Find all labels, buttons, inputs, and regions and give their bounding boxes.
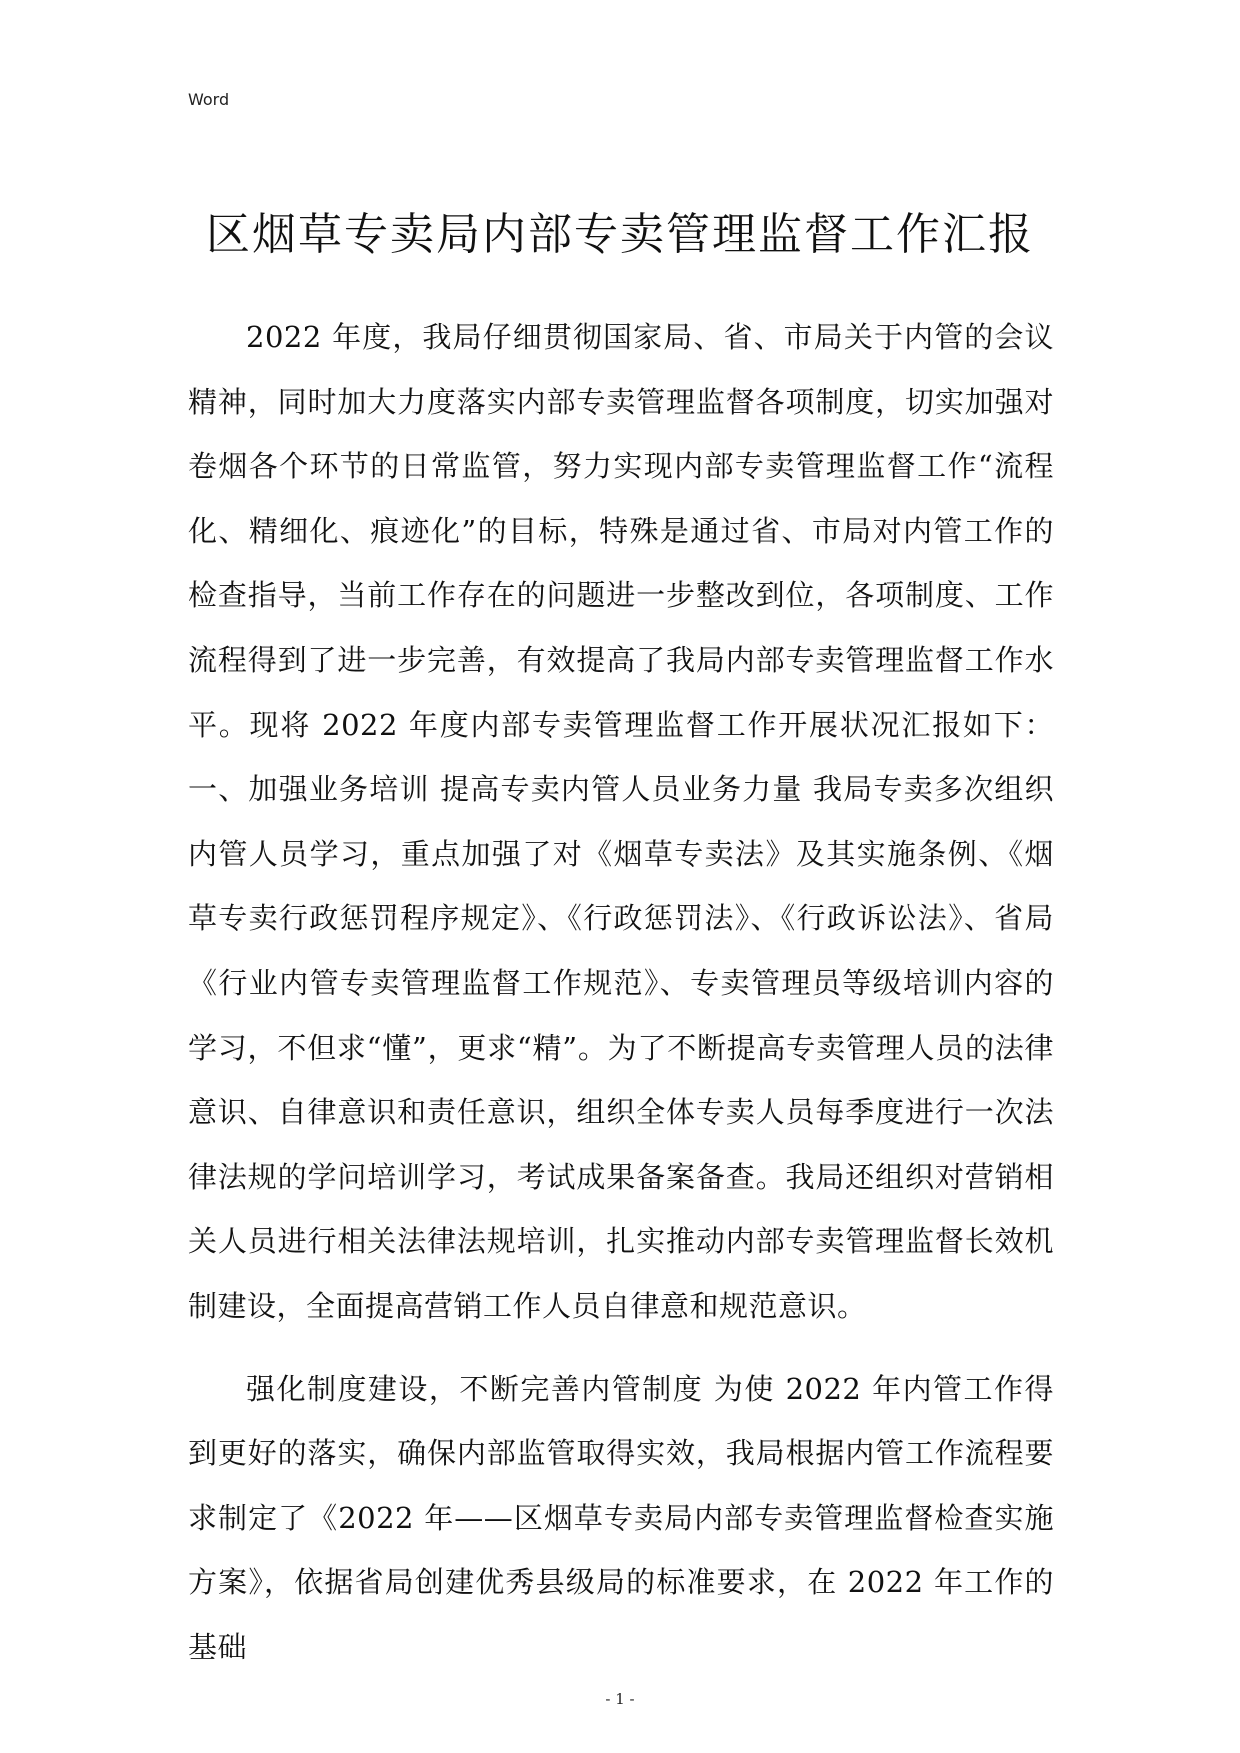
body-paragraph: 强化制度建设，不断完善内管制度 为使 2022 年内管工作得到更好的落实，确保内部监管取得实效，我局根据内管工作流程要求制定了《2022 年——区烟草专卖局内部专卖管理监督检查实施方案》，依据省局创建优秀县级局的标准要求，在 2022 年工作的基础 [188,1371,1054,1664]
document-body [188,305,1054,1679]
header-label: Word [188,90,230,109]
body-paragraph: 2022 年度，我局仔细贯彻国家局、省、市局关于内管的会议精神，同时加大力度落实内部专卖管理监督各项制度，切实加强对卷烟各个环节的日常监管，努力实现内部专卖管理监督工作“流程化、精细化、痕迹化”的目标，特殊是通过省、市局对内管工作的检查指导，当前工作存在的问题进一步整改到位，各项制度、工作流程得到了进一步完善，有效提高了我局内部专卖管理监督工作水平。现将 2022 年度内部专卖管理监督工作开展状况汇报如下： 一、加强业务培训 提高专卖内管人员业务力量 我局专卖多次组织内管人员学习，重点加强了对《烟草专卖法》及其实施条例、《烟草专卖行政惩罚程序规定》、《行政惩罚法》、《行政诉讼法》、省局《行业内管专卖管理监督工作规范》、专卖管理员等级培训内容的学习，不但求“懂”，更求“精”。为了不断提高专卖管理人员的法律意识、自律意识和责任意识，组织全体专卖人员每季度进行一次法律法规的学问培训学习，考试成果备案备查。我局还组织对营销相关人员进行相关法律法规培训，扎实推动内部专卖管理监督长效机制建设，全面提高营销工作人员自律意和规范意识。 [188,320,1054,1323]
document-title: 区烟草专卖局内部专卖管理监督工作汇报 [206,209,1034,260]
page-number: - 1 - [605,1690,635,1708]
